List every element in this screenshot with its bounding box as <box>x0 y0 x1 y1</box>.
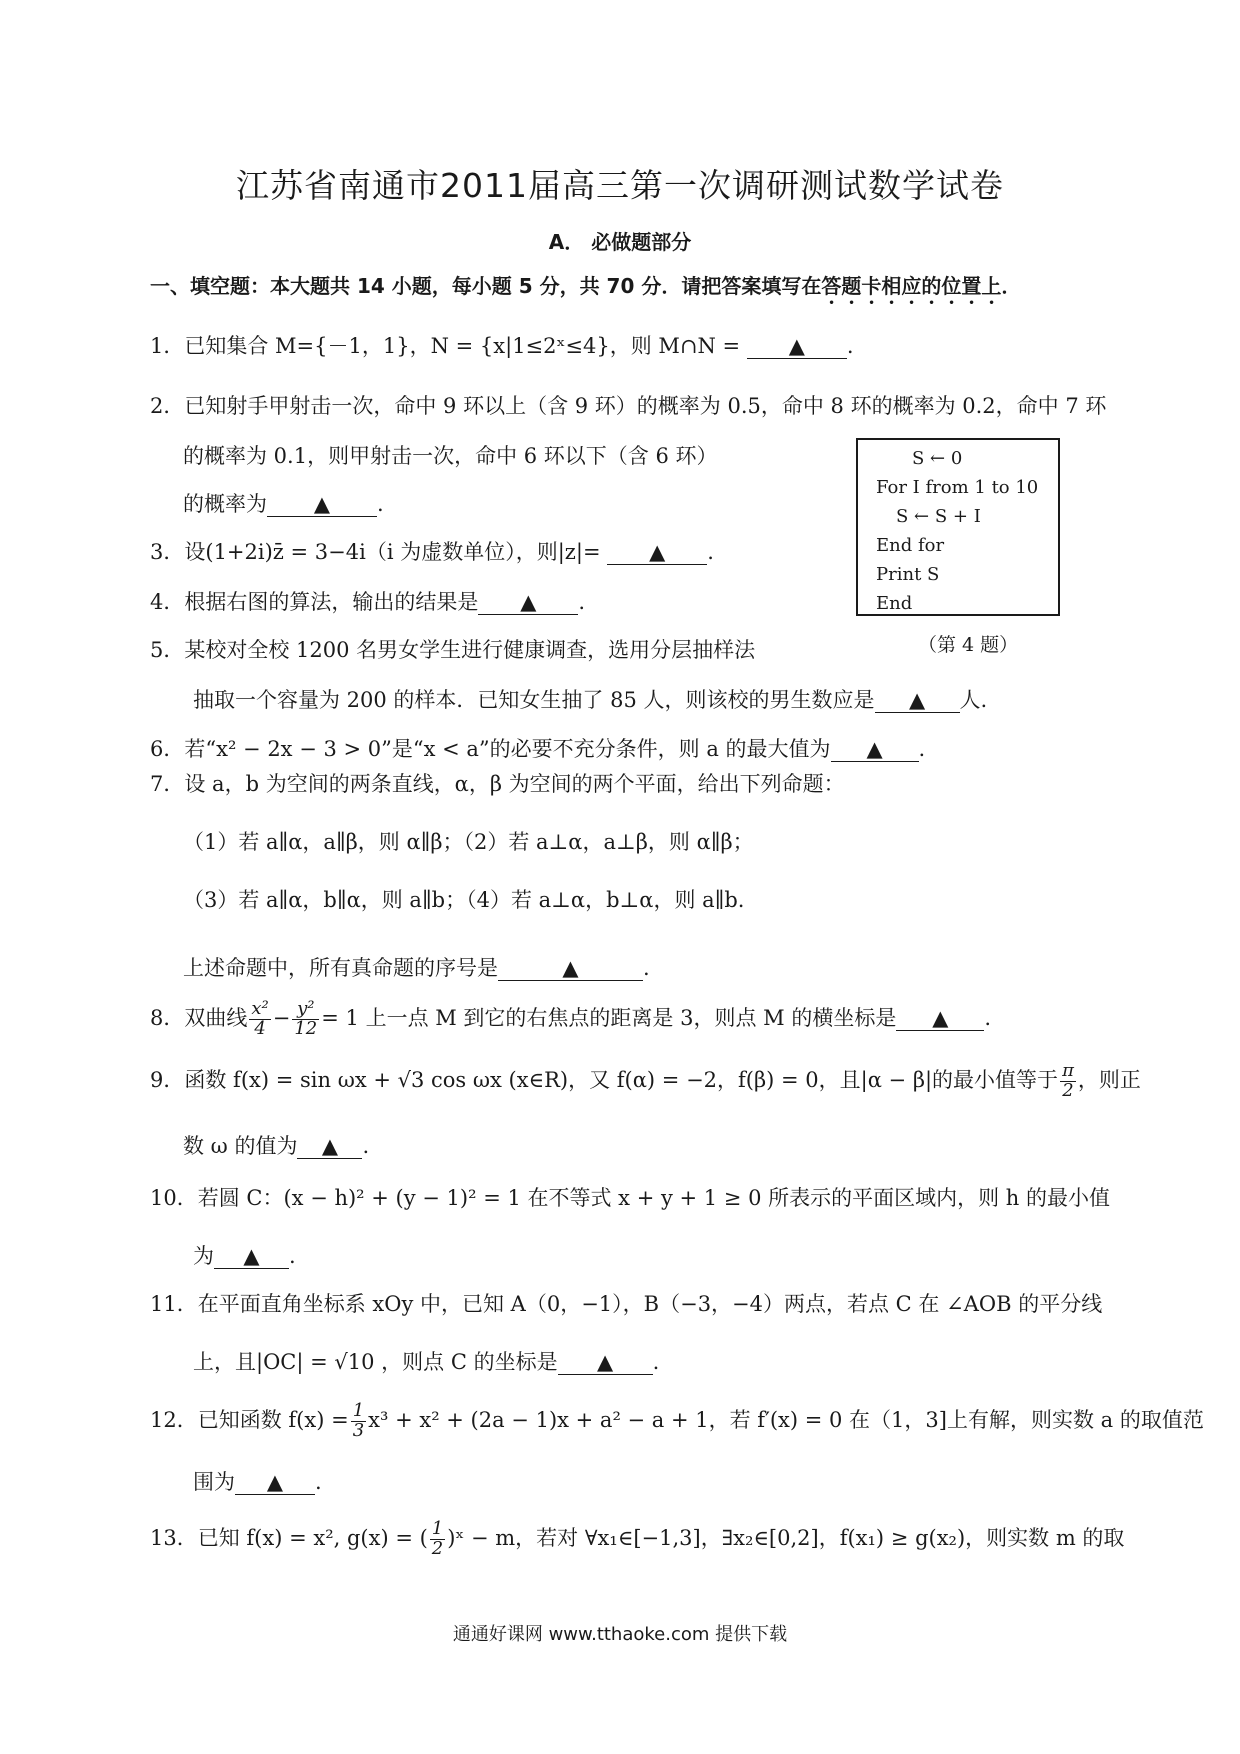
numerator: x² <box>251 998 269 1019</box>
answer-blank[interactable]: ▲ <box>875 689 960 713</box>
question-number: 3． <box>150 540 185 564</box>
question-7-line-1 <box>150 768 845 798</box>
question-number: 7． <box>150 772 185 796</box>
algorithm-line: End <box>876 593 913 614</box>
question-end: . <box>578 590 586 614</box>
question-text: 设(1+2i)z̄ = 3−4i（i 为虚数单位），则|z|= <box>184 540 608 564</box>
question-text: 设 a，b 为空间的两条直线，α，β 为空间的两个平面，给出下列命题： <box>184 772 845 796</box>
question-11-line-2 <box>193 1346 659 1376</box>
question-text: 数 ω 的值为 <box>183 1134 298 1158</box>
numerator: y² <box>292 1000 319 1020</box>
denominator: 3 <box>352 1419 365 1441</box>
question-7-line-4 <box>183 952 650 982</box>
question-text: 围为 <box>193 1470 235 1494</box>
fraction <box>430 1520 445 1559</box>
numerator: 1 <box>431 1518 444 1539</box>
question-3 <box>150 536 714 566</box>
algorithm-line: Print S <box>876 564 940 585</box>
question-7-line-2: （1）若 a∥α，a∥β，则 α∥β；（2）若 a⊥α，a⊥β，则 α∥β； <box>183 830 754 854</box>
denominator: 2 <box>431 1537 444 1559</box>
question-number: 10． <box>150 1186 198 1210</box>
answer-blank[interactable]: ▲ <box>558 1351 653 1375</box>
exam-title: 江苏省南通市2011届高三第一次调研测试数学试卷 <box>236 166 1004 205</box>
question-4 <box>150 586 585 616</box>
question-text: 上，且|OC| = √10 ，则点 C 的坐标是 <box>193 1350 558 1374</box>
question-end: . <box>652 1350 660 1374</box>
question-text: )ˣ − m，若对 ∀x₁∈[−1,3]，∃x₂∈[0,2]，f(x₁) ≥ g(x₂)，则实数 m 的取 <box>447 1525 1125 1550</box>
question-text: 已知 f(x) = x², g(x) = ( <box>197 1525 428 1550</box>
question-number: 13． <box>150 1525 198 1550</box>
question-2-line-3 <box>183 488 384 518</box>
question-9-line-2 <box>183 1130 369 1160</box>
question-end: . <box>643 956 650 980</box>
algorithm-line: For I from 1 to 10 <box>876 477 1039 498</box>
answer-blank[interactable]: ▲ <box>214 1245 289 1269</box>
question-number: 1． <box>150 334 185 358</box>
question-number: 11． <box>150 1292 198 1316</box>
question-2-line-2: 的概率为 0.1，则甲射击一次，命中 6 环以下（含 6 环） <box>183 444 718 468</box>
section-heading: A． 必做题部分 <box>548 230 692 254</box>
question-1 <box>150 330 854 360</box>
fraction <box>292 1000 319 1039</box>
question-end: . <box>362 1134 370 1158</box>
question-number: 4． <box>150 590 185 614</box>
question-number: 9． <box>150 1067 185 1092</box>
question-text: 在平面直角坐标系 xOy 中，已知 A（0，−1），B（−3，−4）两点，若点 C 在 ∠AOB 的平分线 <box>197 1292 1103 1316</box>
algorithm-box <box>856 438 1060 616</box>
question-text: 双曲线 <box>184 1005 248 1030</box>
answer-blank[interactable]: ▲ <box>267 493 377 517</box>
question-number: 5． <box>150 638 185 662</box>
answer-blank[interactable]: ▲ <box>297 1135 362 1159</box>
question-end: . <box>707 540 714 564</box>
denominator: 2 <box>1062 1079 1074 1101</box>
question-text: 已知射手甲射击一次，命中 9 环以上（含 9 环）的概率为 0.5，命中 8 环的概率为 0.2，命中 7 环 <box>184 394 1107 418</box>
question-end: . <box>289 1244 296 1268</box>
question-2-line-1 <box>150 390 1106 420</box>
operator: − <box>272 1005 291 1030</box>
question-number: 8． <box>150 1005 185 1030</box>
question-end: . <box>315 1470 322 1494</box>
question-text: 上述命题中，所有真命题的序号是 <box>183 956 498 980</box>
question-text: 根据右图的算法，输出的结果是 <box>184 590 479 614</box>
question-13-line-1 <box>150 1520 1124 1559</box>
question-end: . <box>984 1005 992 1030</box>
question-end: . <box>846 334 854 358</box>
question-6 <box>150 733 925 763</box>
numerator: π <box>1062 1060 1074 1081</box>
fraction <box>351 1402 366 1441</box>
instructions-suffix: ． <box>1001 274 1022 298</box>
figure-caption: （第 4 题） <box>918 634 1019 656</box>
instructions <box>150 270 1110 309</box>
question-text: ，则正 <box>1077 1067 1141 1092</box>
question-5-line-1 <box>150 634 755 664</box>
question-number: 6． <box>150 737 185 761</box>
question-text: x³ + x² + (2a − 1)x + a² − a + 1，若 f′(x) = 0 在（1，3]上有解，则实数 a 的取值范 <box>368 1407 1204 1432</box>
numerator: 1 <box>352 1400 365 1421</box>
answer-blank[interactable]: ▲ <box>478 591 578 615</box>
question-text: 某校对全校 1200 名男女学生进行健康调查，选用分层抽样法 <box>184 638 756 662</box>
denominator: 12 <box>294 1017 318 1039</box>
question-end: . <box>918 737 926 761</box>
question-7-line-3: （3）若 a∥α，b∥α，则 a∥b；（4）若 a⊥α，b⊥α，则 a∥b. <box>183 888 745 912</box>
question-10-line-2 <box>193 1240 296 1270</box>
question-11-line-1 <box>150 1288 1102 1318</box>
question-text: 若圆 C：(x − h)² + (y − 1)² = 1 在不等式 x + y + 1 ≥ 0 所表示的平面区域内，则 h 的最小值 <box>197 1186 1110 1210</box>
question-text: 为 <box>193 1244 214 1268</box>
denominator: 4 <box>254 1017 266 1039</box>
answer-blank[interactable]: ▲ <box>498 957 643 981</box>
question-number: 12． <box>150 1407 198 1432</box>
question-5-line-2 <box>193 684 987 714</box>
footer-credit: 通通好课网 www.tthaoke.com 提供下载 <box>452 1624 788 1645</box>
answer-blank[interactable]: ▲ <box>235 1471 315 1495</box>
question-9-line-1 <box>150 1062 1141 1101</box>
instructions-prefix: 一、填空题：本大题共 14 小题，每小题 5 分，共 70 分．请把答案填写在 <box>150 274 822 298</box>
algorithm-line: End for <box>876 535 945 556</box>
question-12-line-1 <box>150 1402 1204 1441</box>
question-12-line-2 <box>193 1466 322 1496</box>
question-number: 2． <box>150 394 185 418</box>
question-end: . <box>377 492 384 516</box>
question-text: 已知函数 f(x) = <box>197 1407 349 1432</box>
question-text: 函数 f(x) = sin ωx + √3 cos ωx (x∈R)，又 f(α) = −2，f(β) = 0，且|α − β|的最小值等于 <box>184 1067 1059 1092</box>
fraction <box>249 1000 270 1039</box>
answer-blank[interactable]: ▲ <box>607 541 707 565</box>
answer-blank[interactable]: ▲ <box>896 1007 984 1031</box>
question-10-line-1 <box>150 1182 1110 1212</box>
question-8 <box>150 1000 991 1039</box>
answer-blank[interactable]: ▲ <box>831 738 919 762</box>
question-text: 若“x² − 2x − 3 > 0”是“x < a”的必要不充分条件，则 a 的最大值为 <box>184 737 831 761</box>
fraction <box>1060 1062 1076 1101</box>
algorithm-line: S ← 0 <box>912 448 963 469</box>
question-text: = 1 上一点 M 到它的右焦点的距离是 3，则点 M 的横坐标是 <box>321 1005 897 1030</box>
question-text: 抽取一个容量为 200 的样本．已知女生抽了 85 人，则该校的男生数应是 <box>193 688 875 712</box>
instructions-dotted: 答题卡相应的位置上 <box>821 274 1002 298</box>
question-text: 的概率为 <box>183 492 267 516</box>
question-text: 已知集合 M={－1，1}，N = {x|1≤2ˣ≤4}，则 M∩N = <box>184 334 747 358</box>
question-end: 人. <box>959 688 988 712</box>
algorithm-line: S ← S + I <box>896 506 981 527</box>
answer-blank[interactable]: ▲ <box>747 335 847 359</box>
